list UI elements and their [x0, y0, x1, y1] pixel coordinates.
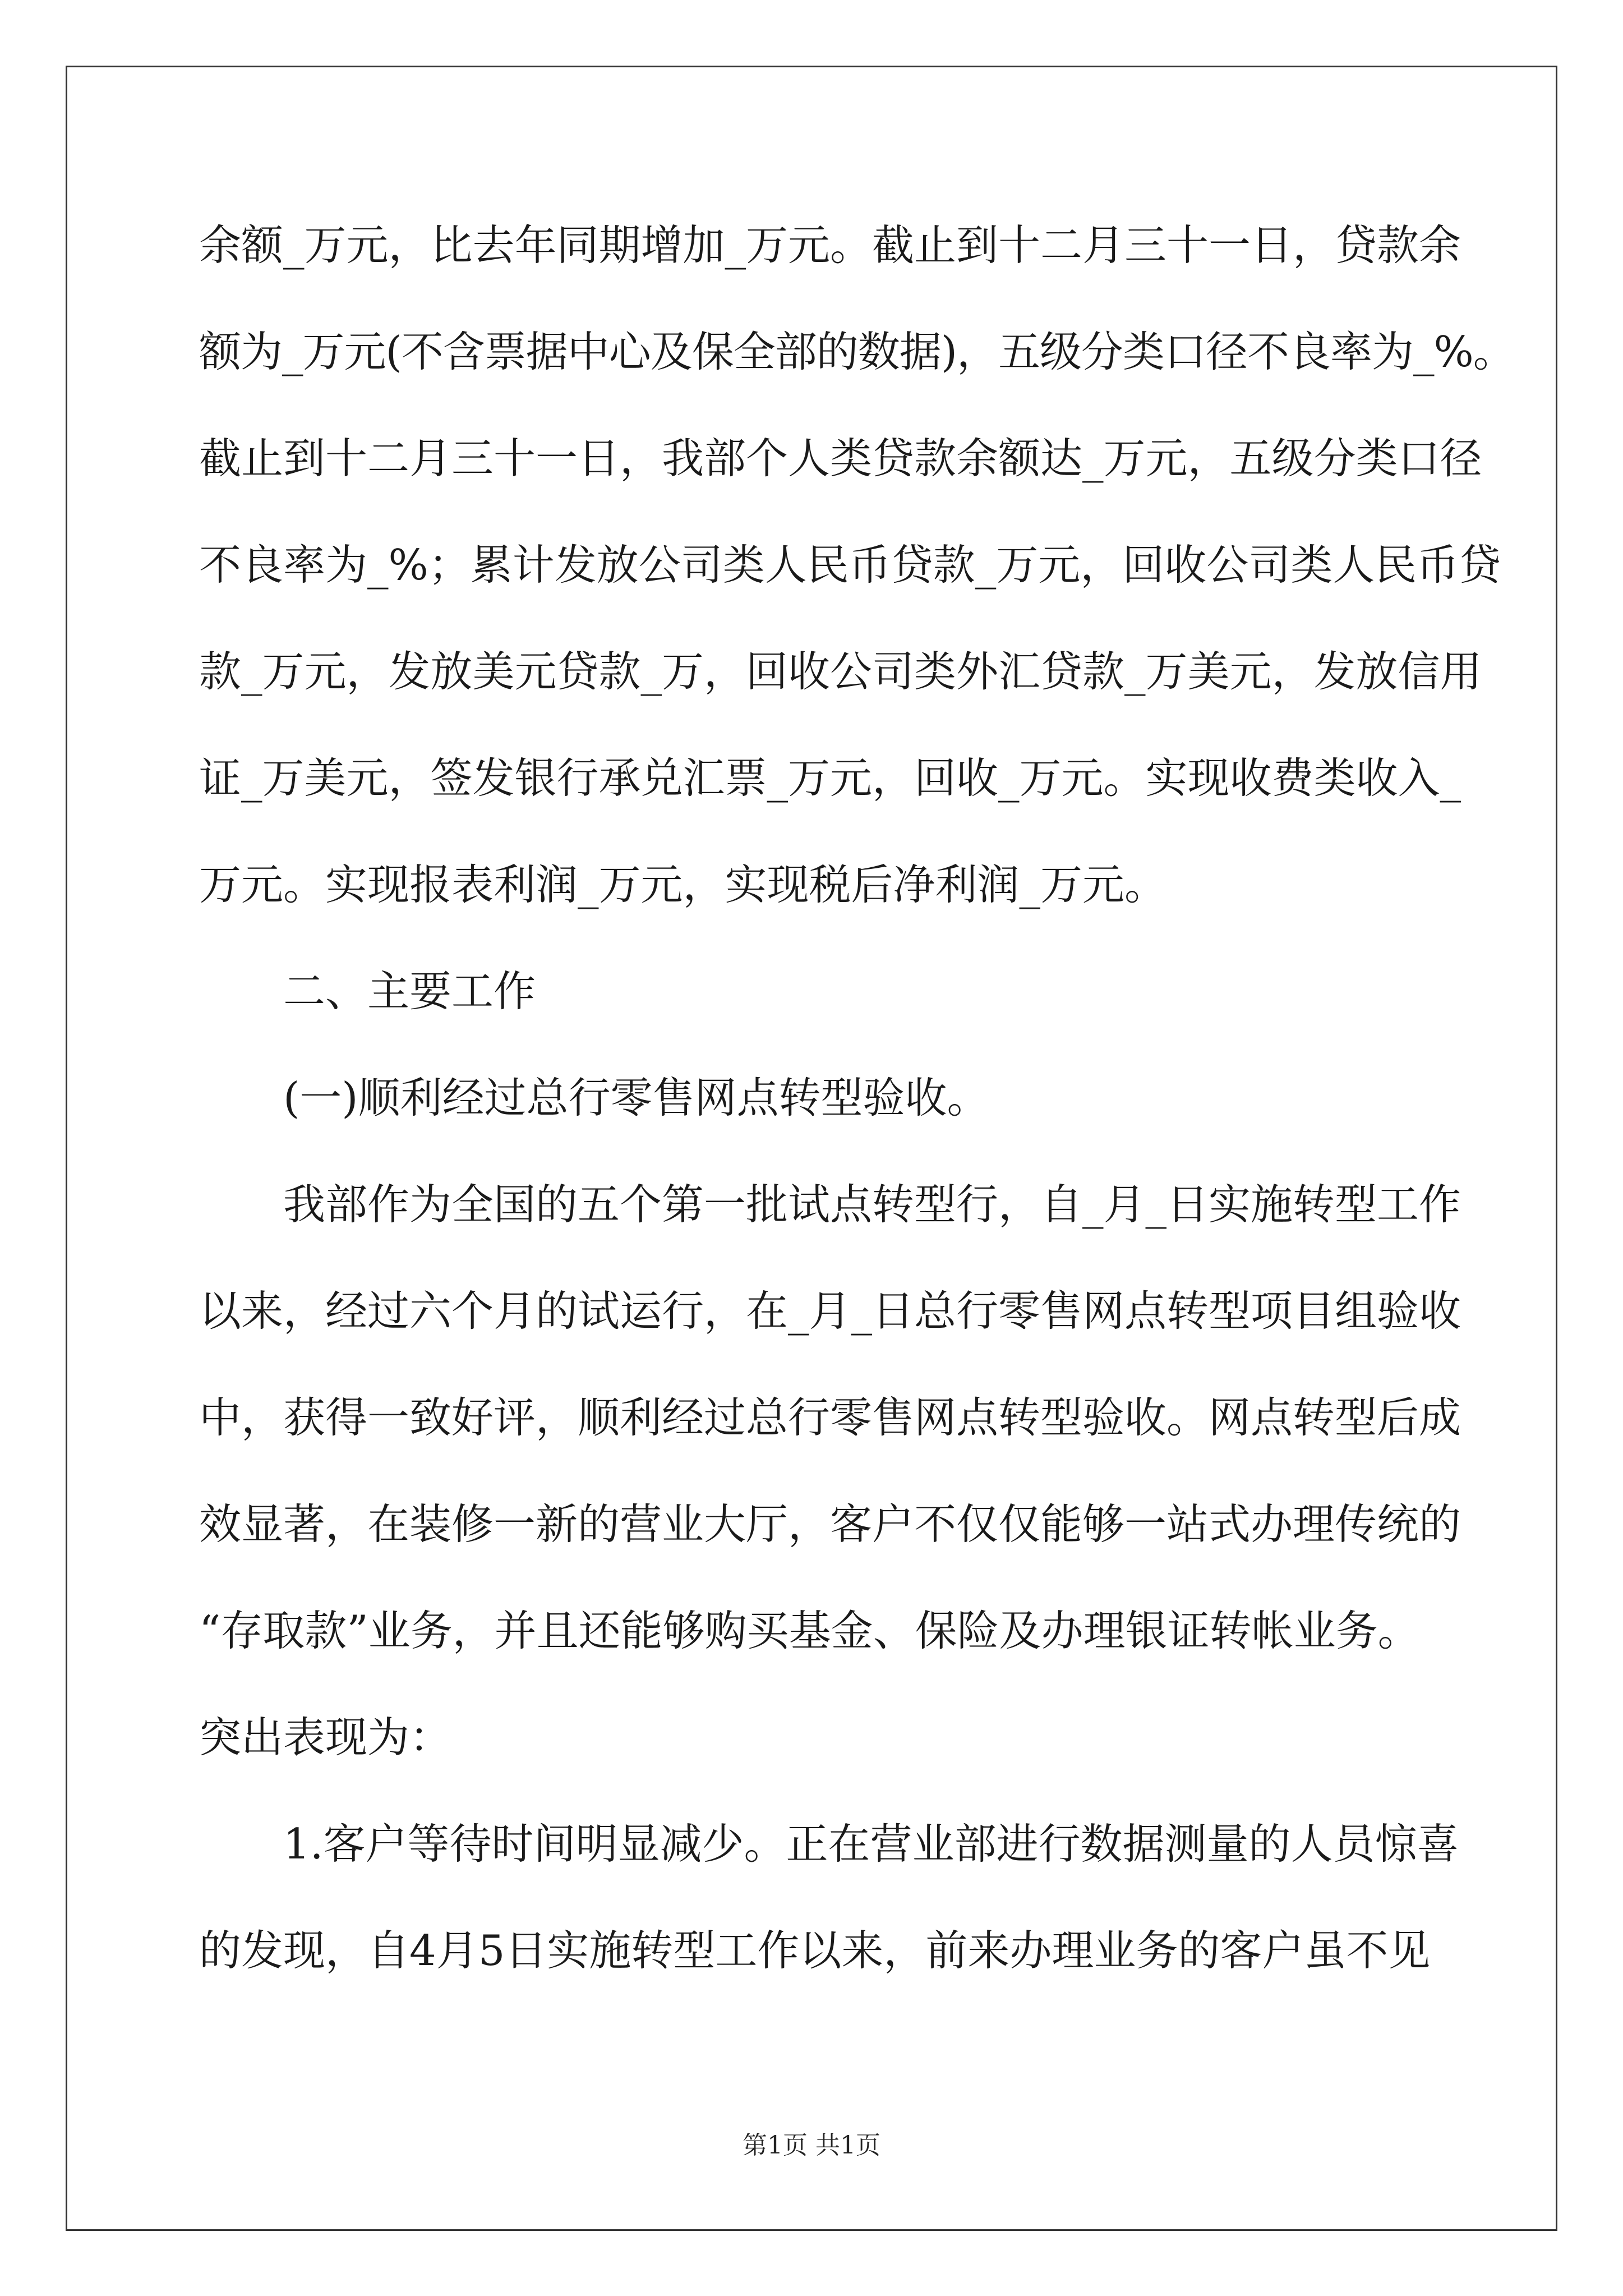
section-heading: 二、主要工作 — [283, 967, 536, 1016]
subsection-heading: (一)顺利经过总行零售网点转型验收。 — [283, 1073, 989, 1122]
text-line-10: 我部作为全国的五个第一批试点转型行，自_月_日实施转型工作 — [283, 1180, 1461, 1229]
text-line-7: 万元。实现报表利润_万元，实现税后净利润_万元。 — [199, 860, 1167, 909]
text-line-1: 余额_万元，比去年同期增加_万元。截止到十二月三十一日，贷款余 — [199, 220, 1461, 270]
text-line-6: 证_万美元，签发银行承兑汇票_万元，回收_万元。实现收费类收入_ — [199, 753, 1461, 803]
text-line-4: 不良率为_%；累计发放公司类人民币贷款_万元，回收公司类人民币贷 — [199, 540, 1501, 590]
text-line-14: “存取款”业务，并且还能够购买基金、保险及办理银证转帐业务。 — [199, 1606, 1420, 1655]
text-line-2: 额为_万元(不含票据中心及保全部的数据)，五级分类口径不良率为_%。 — [199, 327, 1515, 376]
text-line-17: 的发现，自4月5日实施转型工作以来，前来办理业务的客户虽不见 — [199, 1926, 1431, 1975]
page-border — [66, 66, 1557, 2231]
text-line-11: 以来，经过六个月的试运行，在_月_日总行零售网点转型项目组验收 — [199, 1286, 1461, 1336]
text-line-12: 中，获得一致好评，顺利经过总行零售网点转型验收。网点转型后成 — [199, 1393, 1461, 1442]
page-footer: 第1页 共1页 — [743, 2131, 880, 2160]
text-line-16: 1.客户等待时间明显减少。正在营业部进行数据测量的人员惊喜 — [283, 1819, 1459, 1869]
text-line-13: 效显著，在装修一新的营业大厅，客户不仅仅能够一站式办理传统的 — [199, 1499, 1461, 1549]
text-line-15: 突出表现为： — [199, 1713, 452, 1762]
text-line-3: 截止到十二月三十一日，我部个人类贷款余额达_万元，五级分类口径 — [199, 434, 1482, 483]
text-line-5: 款_万元，发放美元贷款_万，回收公司类外汇贷款_万美元，发放信用 — [199, 647, 1482, 696]
